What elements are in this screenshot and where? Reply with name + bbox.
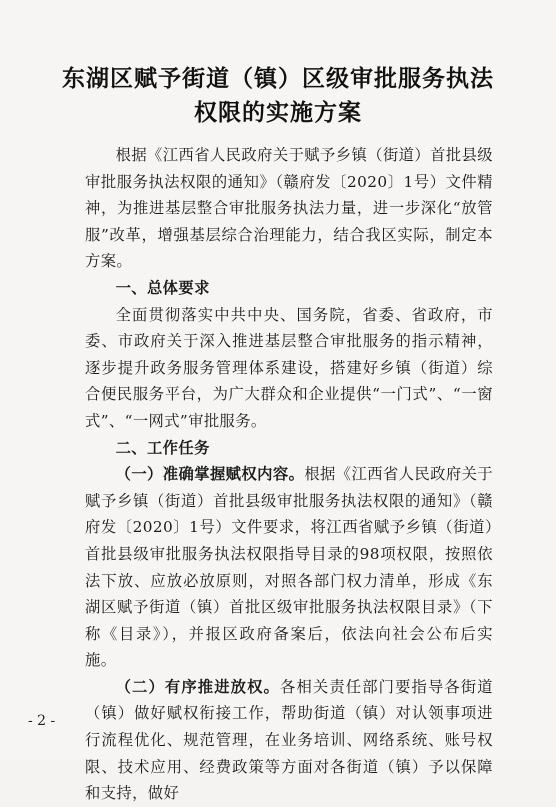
document-body [85, 142, 493, 807]
document-title-line1: 东湖区赋予街道（镇）区级审批服务执法 [62, 66, 494, 92]
general-requirements-paragraph: 全面贯彻落实中共中央、国务院，省委、省政府，市委、市政府关于深入推进基层整合审批服务的指示精神，逐步提升政务服务管理体系建设，搭建好乡镇（街道）综合便民服务平台，为广大群众和企业提供“一门式”、“一窗式”、“一网式”审批服务。 [85, 305, 493, 430]
task1-lead: （一）准确掌握赋权内容。 [115, 465, 305, 484]
task2-lead: （二）有序推进放权。 [115, 677, 280, 696]
task2-text: 各相关责任部门要指导各街道（镇）做好赋权衔接工作，帮助街道（镇）对认领事项进行流程优化、规范管理，在业务培训、网络系统、账号权限、技术应用、经费政策等方面对各街道（镇）予以保障和支持，做好 [85, 677, 493, 803]
section-heading-tasks: 二、工作任务 [115, 438, 210, 457]
task2-paragraph [85, 674, 493, 807]
intro-paragraph: 根据《江西省人民政府关于赋予乡镇（街道）首批县级审批服务执法权限的通知》（赣府发〔2020〕1号）文件精神，为推进基层整合审批服务执法力量，进一步深化“放管服”改革，增强基层综合治理能力，结合我区实际，制定本方案。 [85, 146, 493, 271]
page-number: - 2 - [28, 713, 56, 729]
section-heading-general: 一、总体要求 [115, 278, 210, 297]
task1-paragraph [85, 461, 493, 674]
task1-text: 根据《江西省人民政府关于赋予乡镇（街道）首批县级审批服务执法权限的通知》（赣府发〔2020〕1号）文件要求，将江西省赋予乡镇（街道）首批县级审批服务执法权限指导目录的98项权限，按照依法下放、应放必放原则，对照各部门权力清单，形成《东湖区赋予街道（镇）首批区级审批服务执法权限目录》（下称《目录》），并报区政府备案后，依法向社会公布后实施。 [85, 465, 493, 670]
document-title-line2: 权限的实施方案 [194, 100, 362, 126]
